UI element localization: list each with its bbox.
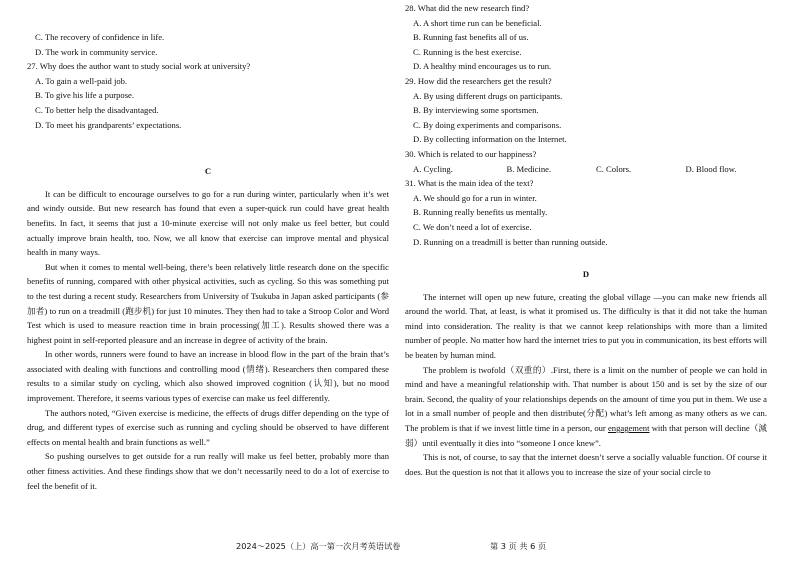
q28-question: 28. What did the new research find?	[405, 3, 530, 13]
q28-option-c: C. Running is the best exercise.	[413, 46, 522, 57]
q30-option-b: B. Medicine.	[506, 163, 552, 174]
q31-option-a: A. We should go for a run in winter.	[413, 192, 537, 203]
q29-option-c: C. By doing experiments and comparisons.	[413, 119, 562, 130]
q30-option-c: C. Colors.	[596, 163, 632, 174]
q27-option-c: C. To better help the disadvantaged.	[35, 104, 159, 115]
q29-question: 29. How did the researchers get the result?	[405, 75, 552, 86]
q31-question: 31. What is the main idea of the text?	[405, 178, 534, 189]
passage-c-paragraph-5: So pushing ourselves to get outside for a run really will make us feel better, probably more than other fitness activities. And these findings show that we don’t necessarily need to do a lot of exercise to feel the benefit of it.	[27, 451, 389, 491]
q29-option-b: B. By interviewing some sportsmen.	[413, 105, 539, 116]
q30-option-d: D. Blood flow.	[685, 163, 737, 174]
passage-d-paragraph-1: The internet will open up new future, creating the global village —you can make new friends all around the world. That, at least, is what it promised us. The difficulty is that it did not take the human mind into consideration. The reality is that we cannot keep relationships with more than a limited number of people. No matter how hard the internet tries to put you in communication, its best efforts will be beaten by human mind.	[405, 291, 767, 361]
section-c-heading: C	[204, 166, 212, 177]
q28-option-b: B. Running fast benefits all of us.	[413, 32, 529, 43]
q27-option-b: B. To give his life a purpose.	[35, 90, 135, 101]
q29-option-d: D. By collecting information on the Internet.	[413, 134, 567, 145]
q28-option-a: A. A short time run can be beneficial.	[413, 17, 542, 28]
q28-option-d: D. A healthy mind encourages us to run.	[413, 61, 552, 72]
passage-d-paragraph-2-part-1: The problem is twofold（双重的）.First, there is a limit on the number of people we can hold in mind and have a meaningful relationship with. That number is about 150 and is set by the size of our brain. Second, the quality of your relationships depends on the amount of time you put in them. We use a lot in a small number of people and then distribute(分配) what’s left among as many others as we can. The problem is that if we invest little time in a person, our	[405, 364, 767, 434]
left-column	[27, 0, 389, 493]
passage-d-paragraph-2	[405, 363, 767, 451]
passage-c-paragraph-2: But when it comes to mental well-being, there’s been relatively little research done on the specific benefits of running, compared with other physical activities, such as cycling. So this was something put to the test during a recent study. Researchers from University of Tsukuba in Japan asked participants (参加者) to run on a treadmill (跑步机) for just 10 minutes. They then had to take a Stroop Color and Word Test which is used to measure reaction time in brain processing(加工). Results showed there was a highest point in self-reported pleasure and an increase in degree of activity of the brain.	[27, 261, 389, 345]
q27-option-a: A. To gain a well-paid job.	[35, 75, 128, 86]
passage-d-paragraph-2-part-2: with that person will decline（減弱）until eventually it dies into “someone I once knew”.	[405, 423, 767, 448]
q26-option-c: C. The recovery of confidence in life.	[35, 32, 165, 42]
q31-option-d: D. Running on a treadmill is better than running outside.	[413, 236, 608, 247]
q30-question: 30. Which is related to our happiness?	[405, 148, 537, 159]
q27-question: 27. Why does the author want to study social work at university?	[27, 61, 251, 72]
right-column	[405, 0, 767, 479]
underlined-word-engagement: engagement	[607, 423, 650, 434]
q31-option-c: C. We don’t need a lot of exercise.	[413, 221, 532, 232]
q30-option-a: A. Cycling.	[413, 163, 453, 174]
passage-c-paragraph-1: It can be difficult to encourage ourselves to go for a run during winter, particularly when it’s wet and windy outside. But new research has found that even a super-quick run could have great health benefits. In fact, it seems that just a 10-minute exercise will not only make us feel better, but could actually improve brain health, too. Now, we all know that exercise can improve mental and physical health in many ways.	[27, 188, 389, 258]
q30-options	[405, 162, 767, 177]
q26-option-d: D. The work in community service.	[35, 46, 158, 57]
q27-option-d: D. To meet his grandparents’ expectations.	[35, 119, 182, 130]
q29-option-a: A. By using different drugs on participants.	[413, 90, 563, 101]
exam-title: 2024～2025（上）高一第一次月考英语试卷	[236, 541, 401, 551]
page-number: 第 3 页 共 6 页	[490, 541, 547, 551]
q31-option-b: B. Running really benefits us mentally.	[413, 207, 548, 218]
section-d-heading: D	[582, 269, 590, 280]
passage-c-paragraph-3: In other words, runners were found to have an increase in blood flow in the part of the brain that’s associated with dealing with functions and controlling mood (情绪). Researchers then compared these results to a similar study on cycling, which also showed improved cognition (认知), but no mood improvement. Therefore, it seems various types of exercise can make us feel differently.	[27, 349, 389, 404]
passage-d-paragraph-3: This is not, of course, to say that the internet doesn’t serve a socially valuable function. Of course it does. But the question is not that it allows you to increase the size of your social circle to	[405, 452, 767, 477]
passage-c-paragraph-4: The authors noted, “Given exercise is medicine, the effects of drugs differ depending on the type of drug, and different types of exercise such as running and cycling should be observed to have different effects on mental health and brain functions as well.”	[27, 407, 389, 447]
